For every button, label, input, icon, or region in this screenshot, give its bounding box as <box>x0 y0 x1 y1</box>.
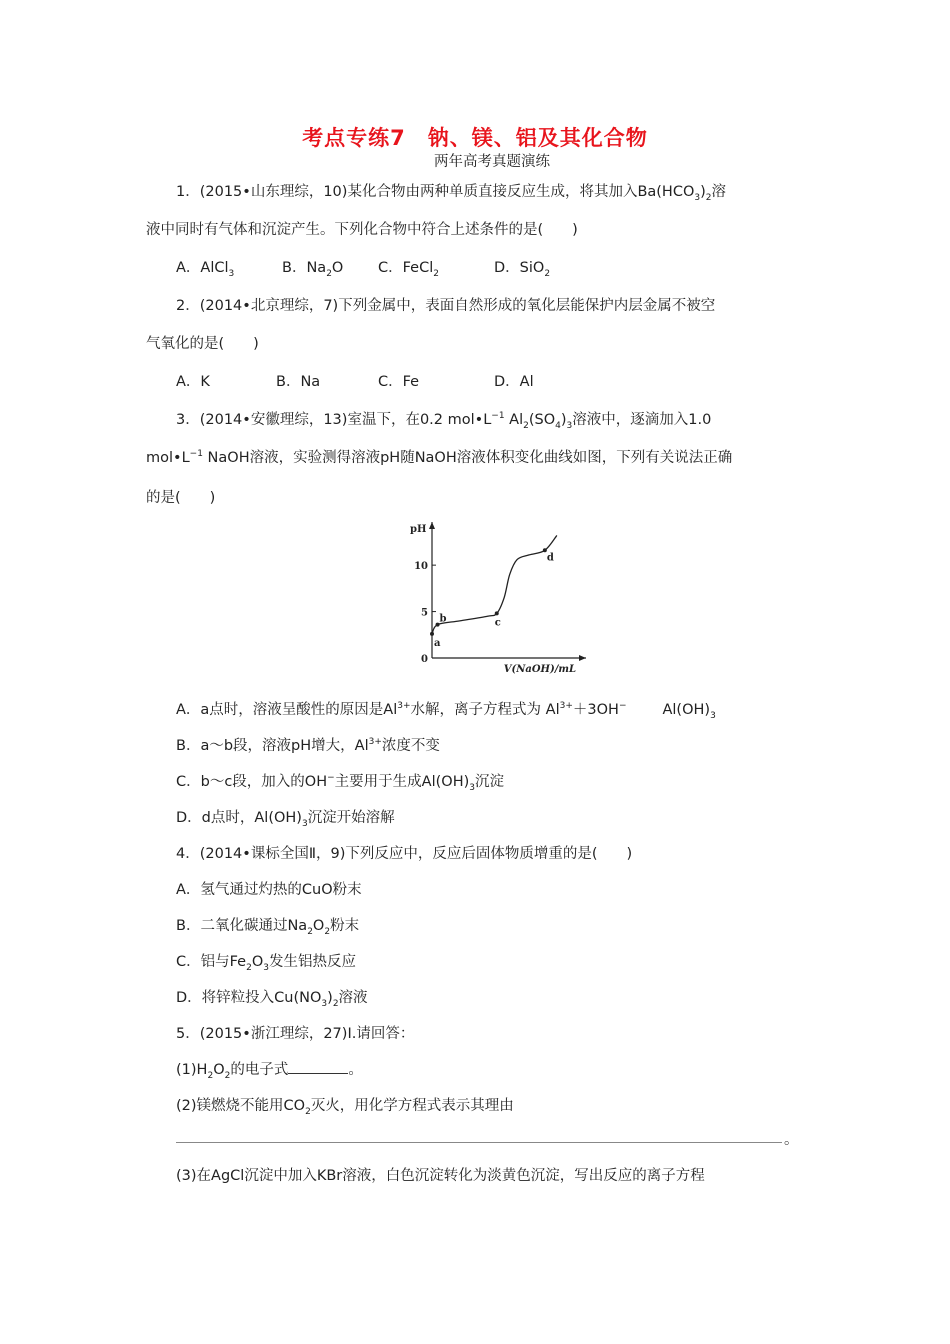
y-tick-label-10: 10 <box>414 561 428 573</box>
q5-part2: (2)镁燃烧不能用$CO_2$灭火，用化学方程式表示其理由 <box>176 1098 514 1117</box>
point-label-a: a <box>434 637 441 649</box>
y-tick-label-0: 0 <box>421 654 428 665</box>
point-label-d: d <box>546 552 554 564</box>
point-a <box>430 632 434 636</box>
point-label-c: c <box>494 617 501 629</box>
x-axis-label: V(NaOH)/mL <box>503 664 576 675</box>
y-tick-label-5: 5 <box>421 607 428 619</box>
ph-curve-chart <box>400 514 600 680</box>
q1-option-c[interactable]: C．FeCl$_2$ <box>378 260 439 279</box>
q1-option-a[interactable]: A．AlCl$_3$ <box>176 260 235 279</box>
q3-option-d[interactable]: D．d点时，$Al(OH)_3$沉淀开始溶解 <box>176 810 395 829</box>
q3-line1: 3．(2014•安徽理综，13)室温下，在0.2 $mol•L^{-1}$ $Al_2(SO_4)_3$溶液中，逐滴加入1.0 <box>176 411 712 431</box>
q2-option-c[interactable]: C．Fe <box>378 374 420 390</box>
q5-part3: (3)在AgCl沉淀中加入KBr溶液，白色沉淀转化为淡黄色沉淀，写出反应的离子方程 <box>176 1168 705 1184</box>
q4-option-d[interactable]: D．将锌粒投入$Cu(NO_3)_2$溶液 <box>176 990 368 1009</box>
q2-option-b[interactable]: B．Na <box>276 374 321 390</box>
q1-line2: 液中同时有气体和沉淀产生。下列化合物中符合上述条件的是( ) <box>146 222 578 238</box>
q4-option-a[interactable]: A．氢气通过灼热的CuO粉末 <box>176 882 362 898</box>
q2-option-d[interactable]: D．Al <box>494 374 534 390</box>
q4-line1: 4．(2014•课标全国Ⅱ，9)下列反应中，反应后固体物质增重的是( ) <box>176 846 633 862</box>
q4-option-b[interactable]: B．二氧化碳通过$Na_2O_2$粉末 <box>176 918 360 937</box>
y-axis-arrow <box>429 522 435 529</box>
q5-part1: $(1)H_2O_2$的电子式 。 <box>176 1062 363 1081</box>
y-axis-label: pH <box>410 524 427 535</box>
q3-option-b[interactable]: B．a～b段，溶液pH增大，$Al^{3+}$浓度不变 <box>176 737 440 754</box>
point-label-b: b <box>439 613 447 625</box>
q5-answer-line-2[interactable] <box>176 1142 782 1143</box>
point-c <box>495 611 499 615</box>
page-subtitle: 两年高考真题演练 <box>434 154 550 170</box>
q5-line1: 5．(2015•浙江理综，27)Ⅰ.请回答： <box>176 1026 415 1042</box>
q3-line3: 的是( ) <box>146 490 216 506</box>
q5-answer-blank-1[interactable] <box>288 1061 348 1074</box>
q3-option-c[interactable]: C．b～c段，加入的OH−主要用于生成$Al(OH)_3$沉淀 <box>176 773 504 793</box>
q2-line2: 气氧化的是( ) <box>146 336 259 352</box>
page-title: 考点专练7 钠、镁、铝及其化合物 <box>302 126 648 150</box>
q2-line1: 2．(2014•北京理综，7)下列金属中，表面自然形成的氧化层能保护内层金属不被空 <box>176 298 716 314</box>
q1-line1: 1．(2015•山东理综，10)某化合物由两种单质直接反应生成，将其加入$Ba(HCO_3)_2$溶 <box>176 184 727 203</box>
q1-option-b[interactable]: B．$Na_2O$ <box>282 260 344 279</box>
q3-option-a[interactable]: A．a点时，溶液呈酸性的原因是$Al^{3+}$水解，离子方程式为 $Al^{3+}+3OH^-$ $Al(OH)_3$ <box>176 701 716 721</box>
x-axis-arrow <box>579 655 586 661</box>
q2-option-a[interactable]: A．K <box>176 374 210 390</box>
q1-option-d[interactable]: D．SiO$_2$ <box>494 260 551 279</box>
q4-option-c[interactable]: C．铝与$Fe_2O_3$发生铝热反应 <box>176 954 356 973</box>
q5-part2-end: 。 <box>784 1132 799 1148</box>
q3-line2: $mol•L^{-1}$ NaOH溶液，实验测得溶液pH随NaOH溶液体积变化曲线如图，下列有关说法正确 <box>146 449 733 466</box>
